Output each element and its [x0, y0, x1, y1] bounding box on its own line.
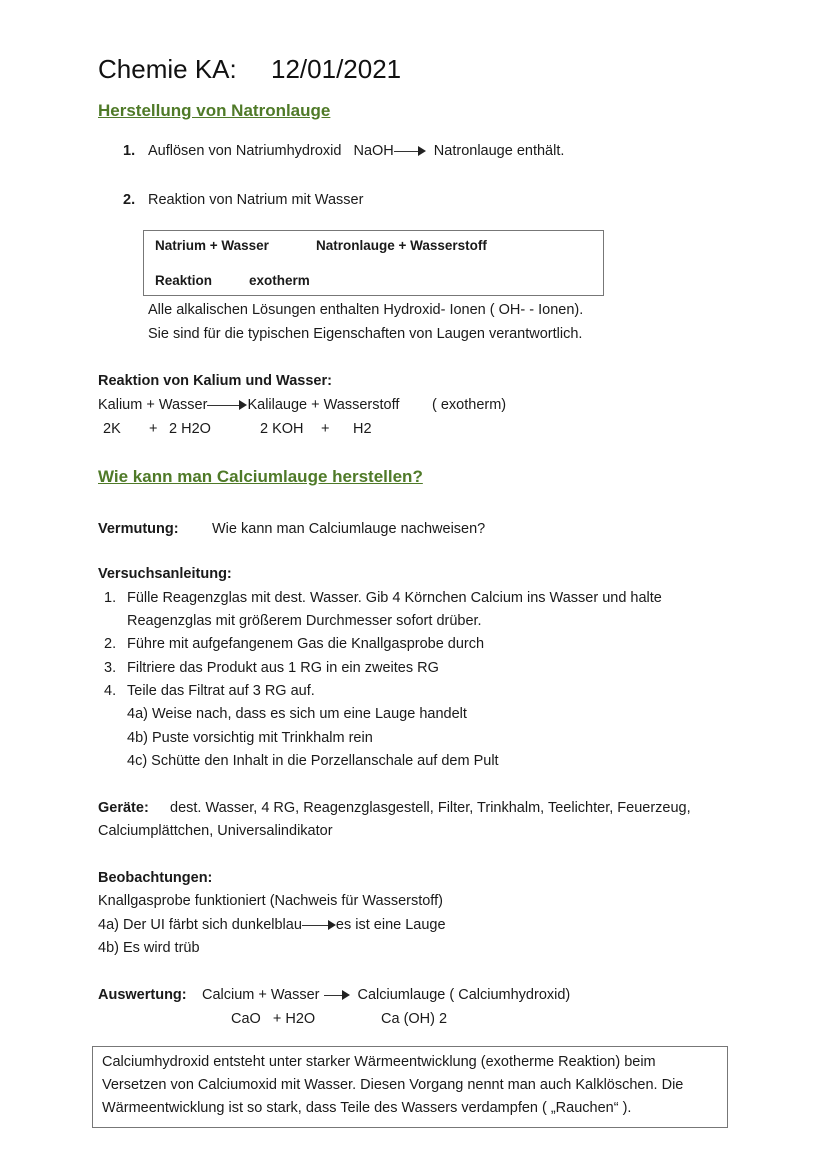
eq-term: H2	[353, 421, 372, 437]
eq-term: 2 H2O	[169, 421, 211, 437]
list-number: 2.	[104, 636, 117, 652]
formula-naoh: NaOH	[353, 143, 394, 159]
box-reaction-label: Reaktion	[155, 273, 213, 288]
heading-beobachtungen: Beobachtungen:	[98, 870, 213, 886]
heading-kalium: Reaktion von Kalium und Wasser:	[98, 373, 332, 389]
box-reactants: Natrium + Wasser	[155, 238, 269, 253]
list-number: 1.	[104, 590, 117, 606]
heading-natronlauge: Herstellung von Natronlauge	[98, 101, 331, 120]
list-number: 2.	[123, 192, 136, 208]
note-line: Sie sind für die typischen Eigenschaften von Laugen verantwortlich.	[148, 326, 583, 342]
observation-line: 4b) Es wird trüb	[98, 940, 200, 956]
list-number: 1.	[123, 143, 136, 159]
auswertung-equation	[202, 987, 570, 1003]
eq-term: 2 KOH	[260, 421, 304, 437]
observation-line	[98, 917, 446, 933]
auswertung-products: Calciumlauge ( Calciumhydroxid)	[357, 987, 571, 1003]
eq-term: 2K	[103, 421, 121, 437]
list-item: Fülle Reagenzglas mit dest. Wasser. Gib 4 Körnchen Calcium ins Wasser und halte	[127, 590, 662, 606]
kalium-reactants: Kalium + Wasser	[98, 397, 208, 413]
box-reaction-value: exotherm	[249, 273, 310, 288]
geraete-line: dest. Wasser, 4 RG, Reagenzglasgestell, Filter, Trinkhalm, Teelichter, Feuerzeug,	[170, 800, 691, 816]
kalium-note: ( exotherm)	[432, 397, 507, 413]
list-item: Reagenzglas mit größerem Durchmesser sofort drüber.	[127, 613, 482, 629]
reaction-arrow-icon	[302, 920, 336, 930]
heading-versuchsanleitung: Versuchsanleitung:	[98, 566, 232, 582]
list-item	[148, 143, 564, 159]
list-number: 3.	[104, 660, 117, 676]
note-line: Alle alkalischen Lösungen enthalten Hydroxid- Ionen ( OH- - Ionen).	[148, 302, 584, 318]
summary-line: Calciumhydroxid entsteht unter starker Wärmeentwicklung (exotherme Reaktion) beim	[102, 1054, 656, 1070]
list-item: Reaktion von Natrium mit Wasser	[148, 192, 364, 208]
vermutung-label: Vermutung:	[98, 521, 179, 537]
sub-item: 4a) Weise nach, dass es sich um eine Lauge handelt	[127, 706, 467, 722]
list-number: 4.	[104, 683, 117, 699]
observation-line: Knallgasprobe funktioniert (Nachweis für Wasserstoff)	[98, 893, 443, 909]
auswertung-reactants: Calcium + Wasser	[202, 987, 320, 1003]
formula-right: Ca (OH) 2	[381, 1011, 448, 1027]
observation-result: es ist eine Lauge	[335, 917, 446, 933]
reaction-arrow-icon	[207, 400, 247, 410]
kalium-equation	[98, 397, 399, 413]
box-products: Natronlauge + Wasserstoff	[316, 238, 487, 253]
kalium-products: Kalilauge + Wasserstoff	[247, 397, 400, 413]
list-item: Teile das Filtrat auf 3 RG auf.	[127, 683, 315, 699]
item-text: Auflösen von Natriumhydroxid	[148, 143, 342, 159]
observation-text: 4a) Der UI färbt sich dunkelblau	[98, 917, 302, 933]
geraete-line: Calciumplättchen, Universalindikator	[98, 823, 333, 839]
summary-line: Wärmeentwicklung ist so stark, dass Teile des Wassers verdampfen ( „Rauchen“ ).	[102, 1100, 632, 1116]
heading-calciumlauge: Wie kann man Calciumlauge herstellen?	[98, 467, 423, 486]
list-item: Filtriere das Produkt aus 1 RG in ein zweites RG	[127, 660, 439, 676]
sub-item: 4c) Schütte den Inhalt in die Porzellanschale auf dem Pult	[127, 753, 499, 769]
page-title	[98, 54, 237, 85]
reaction-arrow-icon	[394, 146, 426, 156]
list-item: Führe mit aufgefangenem Gas die Knallgasprobe durch	[127, 636, 485, 652]
eq-term: +	[321, 421, 330, 437]
page-date: 12/01/2021	[271, 54, 402, 84]
formula-left: CaO + H2O	[231, 1011, 316, 1027]
reaction-arrow-icon	[324, 990, 358, 1000]
sub-item: 4b) Puste vorsichtig mit Trinkhalm rein	[127, 730, 373, 746]
summary-line: Versetzen von Calciumoxid mit Wasser. Diesen Vorgang nennt man auch Kalklöschen. Die	[102, 1077, 684, 1093]
vermutung-text: Wie kann man Calciumlauge nachweisen?	[212, 521, 486, 537]
eq-term: +	[149, 421, 158, 437]
geraete-label: Geräte:	[98, 800, 149, 816]
item-result: Natronlauge enthält.	[433, 143, 565, 159]
auswertung-label: Auswertung:	[98, 987, 187, 1003]
title-label: Chemie KA:	[98, 54, 237, 84]
